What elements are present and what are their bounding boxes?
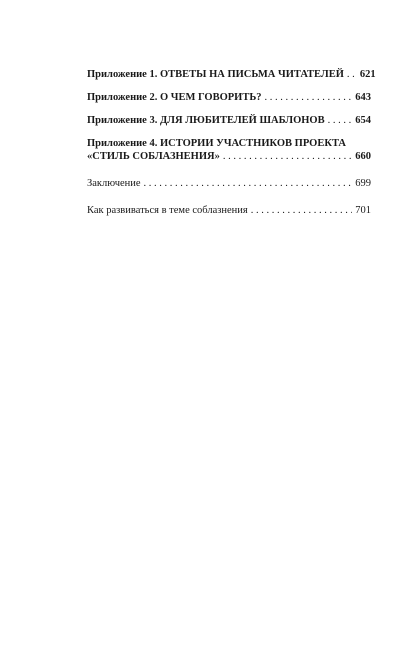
toc-entry-appendix-1 — [87, 68, 376, 81]
toc-entry-appendix-2 — [87, 91, 371, 104]
toc-entry-page: 621 — [359, 69, 376, 80]
toc-entry-label: Приложение 2. О ЧЕМ ГОВОРИТЬ? — [87, 92, 262, 103]
toc-leader-dots — [251, 204, 353, 217]
toc-leader-dots — [328, 114, 353, 127]
toc-entry-how-to-develop — [87, 204, 371, 217]
toc-entry-label-line1: Приложение 4. ИСТОРИИ УЧАСТНИКОВ ПРОЕКТА — [87, 138, 347, 149]
toc-entry-label: Заключение — [87, 178, 141, 189]
toc-entry-appendix-4 — [87, 137, 371, 163]
toc-entry-label: Как развиваться в теме соблазнения — [87, 205, 248, 216]
toc-entry-label: Приложение 3. ДЛЯ ЛЮБИТЕЛЕЙ ШАБЛОНОВ — [87, 115, 325, 126]
toc-entry-page: 660 — [355, 151, 371, 162]
toc-leader-dots — [347, 68, 357, 81]
toc-leader-dots — [223, 150, 352, 163]
toc-entry-page: 699 — [355, 178, 371, 189]
toc-leader-dots — [144, 177, 353, 190]
toc-entry-page: 701 — [355, 205, 371, 216]
toc-entry-appendix-3 — [87, 114, 371, 127]
toc-entry-page: 654 — [355, 115, 371, 126]
toc-entry-page: 643 — [355, 92, 371, 103]
toc-entry-label: Приложение 1. ОТВЕТЫ НА ПИСЬМА ЧИТАТЕЛЕЙ — [87, 69, 344, 80]
table-of-contents — [87, 68, 376, 217]
toc-entry-label-line2-row — [87, 150, 371, 163]
toc-entry-label-line2: «СТИЛЬ СОБЛАЗНЕНИЯ» — [87, 151, 220, 162]
toc-leader-dots — [265, 91, 353, 104]
toc-entry-conclusion — [87, 177, 371, 190]
